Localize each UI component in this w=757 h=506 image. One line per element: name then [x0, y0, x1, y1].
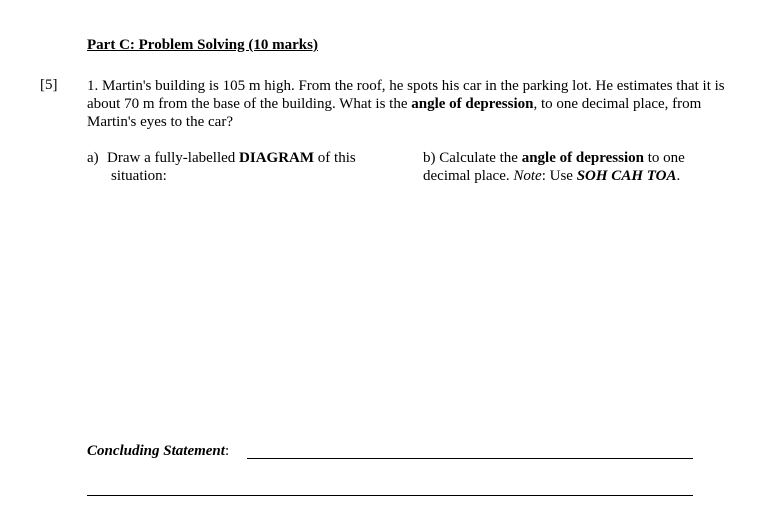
part-b-text-1: Calculate the [439, 150, 522, 166]
marks-value: [5] [40, 77, 58, 93]
question-1 [87, 77, 727, 131]
concluding-colon: : [224, 443, 230, 459]
part-b-italic-note: Note [513, 168, 542, 184]
question-text-2: , to one decimal place, from Martin's eyes to the car? [87, 96, 702, 130]
part-b-text-5: . [676, 168, 681, 184]
part-b-label: b) [423, 150, 436, 166]
part-b-text-4: : Use [541, 168, 577, 184]
question-text-1: Martin's building is 105 m high. From the roof, he spots his car in the parking lot. He estimates that it is about 70 m from the base of the building. What is the [87, 78, 725, 112]
part-a-text-3: situation: [111, 168, 167, 184]
part-b-text-2: to one [643, 150, 685, 166]
part-a-label: a) [87, 150, 99, 166]
part-a-bold-diagram: DIAGRAM [239, 150, 315, 166]
part-b-text-3: decimal place. [423, 168, 514, 184]
section-title: Part C: Problem Solving (10 marks) [87, 37, 318, 53]
part-b-soh-cah-toa: SOH CAH TOA [576, 168, 677, 184]
concluding-statement-label [87, 443, 229, 460]
question-bold-angle: angle of depression [411, 96, 534, 112]
part-a-text-1: Draw a fully-labelled [107, 150, 240, 166]
part-a [87, 149, 387, 185]
answer-line-2 [87, 495, 693, 496]
part-b-bold-angle: angle of depression [521, 150, 644, 166]
answer-line-1 [247, 458, 693, 459]
question-number: 1. [87, 78, 99, 94]
part-a-text-2: of this [314, 150, 356, 166]
concluding-label-text: Concluding Statement [87, 443, 225, 459]
part-b [423, 149, 723, 185]
